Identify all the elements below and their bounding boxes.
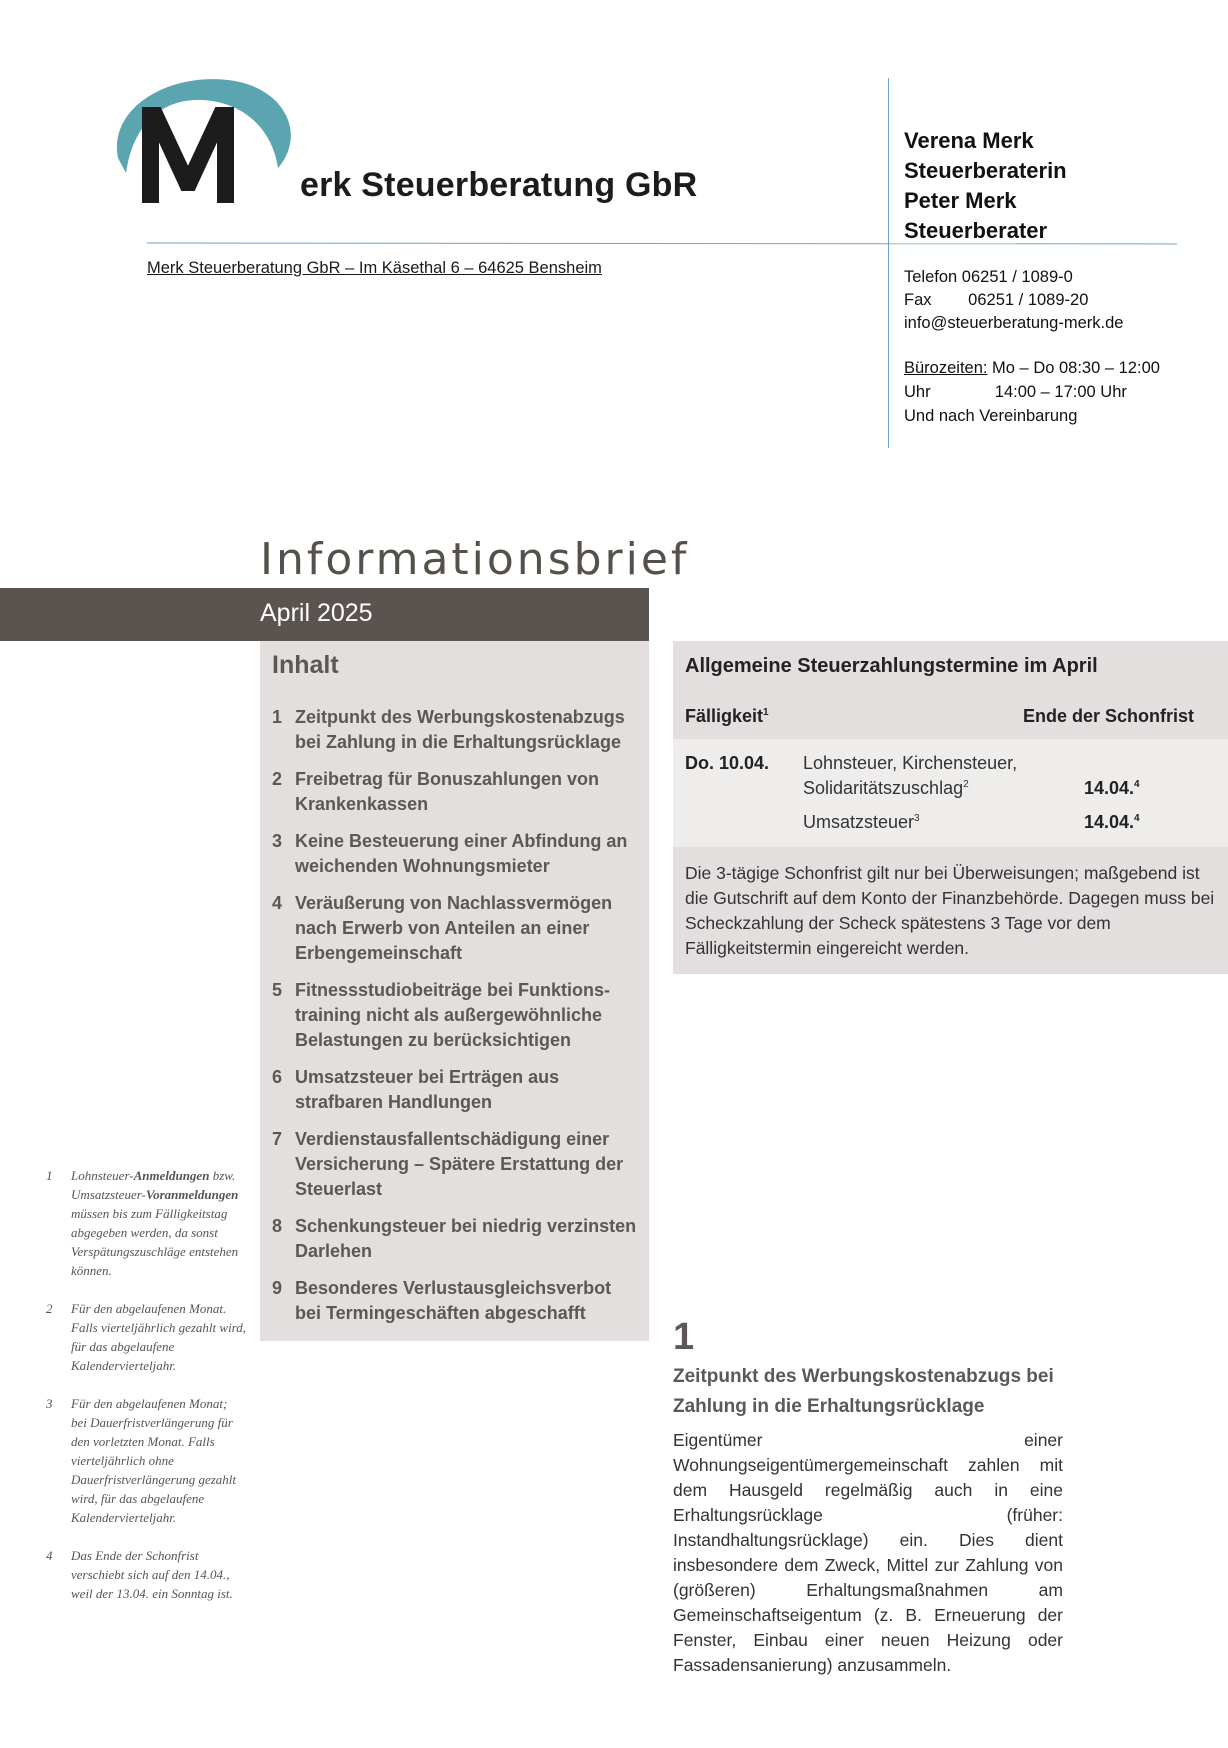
article-title: Zeitpunkt des Werbungskostenabzugs bei Zahlung in die Erhaltungsrücklage [673,1366,1054,1417]
toc-item[interactable]: 3 Keine Besteuerung einer Abfindung an weichenden Wohnungsmieter [272,831,628,876]
fax-number: Fax 06251 / 1089-20 [904,291,1089,309]
article-body: Eigentümer einer Wohnungseigentümergemeinschaft zahlen mit dem Hausgeld regelmäßig auch in eine Erhaltungsrücklage (früher: Instandhaltungsrücklage) ein. Dies dient insbesondere dem Zweck, Mittel zur Zahlung von (größeren) Erhaltungsmaßnahmen am Gemeinschaftseigentum (z. B. Erneuerung der Fenster, Einbau einer neuen Heizung oder Fassadensanierung) anzusammeln. [673,1430,1063,1675]
footnote: 3 Für den abgelaufenen Monat; bei Dauerfristverlängerung für den vorletzten Monat. Falls vierteljährlich ohne Dauerfristverlängerung gezahlt wird, für das abgelaufene Kalendervierteljahr. [46,1396,237,1525]
grace-period-column-header: Ende der Schonfrist [1022,706,1194,726]
toc-item[interactable]: 1 Zeitpunkt des Werbungskostenabzugs bei Zahlung in die Erhaltungsrücklage [272,707,625,752]
document-title: Informationsbrief [260,534,690,585]
advisor-name-1: Verena Merk [904,128,1034,153]
tax-type-1b: Solidaritätszuschlag$^2$ [803,778,969,798]
grace-end-1: 14.04.$^4$ [1084,778,1140,798]
toc-item[interactable]: 8 Schenkungsteuer bei niedrig verzinsten Darlehen [272,1216,637,1261]
footnote: 4 Das Ende der Schonfrist verschiebt sich auf den 14.04., weil der 13.04. ein Sonntag ist. [46,1548,233,1601]
toc-item[interactable]: 4 Veräußerung von Nachlassvermögen nach Erwerb von Anteilen an einer Erbengemeinschaft [272,893,613,963]
grace-end-2: 14.04.$^4$ [1084,812,1140,832]
issue-date: April 2025 [260,599,373,627]
email-address[interactable]: info@steuerberatung-merk.de [904,314,1124,332]
toc-list [272,705,642,1338]
office-hours-label: Bürozeiten: [904,359,988,377]
company-logo [108,78,294,208]
toc-heading: Inhalt [272,651,339,679]
footnotes [46,1166,246,1622]
grace-period-note: Die 3-tägige Schonfrist gilt nur bei Überweisungen; maßgebend ist die Gutschrift auf dem Konto der Finanzbehörde. Dagegen muss bei Scheckzahlung der Scheck spätestens 3 Tage vor dem Fälligkeitstermin eingereicht werden. [673,847,1228,974]
article-number: 1 [673,1316,695,1358]
tax-dates-header [673,641,1228,739]
footnote: 1 Lohnsteuer-Anmeldungen bzw. Umsatzsteuer-Voranmeldungen müssen bis zum Fälligkeitstag abgegeben werden, da sonst Verspätungszuschläge entstehen können. [46,1168,239,1278]
contact-block [904,266,1123,335]
office-hours-line1: Mo – Do 08:30 – 12:00 [987,359,1160,377]
office-hours [904,356,1160,428]
office-hours-line2: Uhr 14:00 – 17:00 Uhr [904,383,1127,401]
toc-item[interactable]: 9 Besonderes Verlustausgleichsverbot bei Termingeschäften abgeschafft [272,1278,612,1323]
header-vertical-rule [888,78,889,448]
table-of-contents [260,641,649,1341]
due-date-column-header: Fälligkeit$^1$ [685,706,769,726]
toc-item[interactable]: 7 Verdienstausfallentschädigung einer Versicherung – Spätere Erstattung der Steuerlast [272,1129,624,1199]
tax-type-2: Umsatzsteuer$^3$ [803,812,920,832]
tax-dates-row [673,739,1228,847]
tax-payment-dates-box [673,641,1228,974]
toc-item[interactable]: 5 Fitnessstudiobeiträge bei Funktions-training nicht als außergewöhnliche Belastungen zu berücksichtigen [272,980,611,1050]
tax-type-1a: Lohnsteuer, Kirchensteuer, [803,753,1018,773]
toc-item[interactable]: 6 Umsatzsteuer bei Erträgen aus strafbaren Handlungen [272,1067,560,1112]
advisor-title-1: Steuerberaterin [904,158,1067,183]
sender-address-line: Merk Steuerberatung GbR – Im Käsethal 6 – 64625 Bensheim [147,259,602,277]
office-hours-line3: Und nach Vereinbarung [904,407,1078,425]
advisor-names [904,126,1067,246]
tax-dates-title: Allgemeine Steuerzahlungstermine im April [685,655,1098,677]
due-date: Do. 10.04. [685,753,770,773]
firm-name: erk Steuerberatung GbR [300,166,698,204]
phone-number: Telefon 06251 / 1089-0 [904,268,1073,286]
footnote: 2 Für den abgelaufenen Monat. Falls vierteljährlich gezahlt wird, für das abgelaufene Kalendervierteljahr. [46,1301,247,1373]
advisor-title-2: Steuerberater [904,218,1048,243]
toc-item[interactable]: 2 Freibetrag für Bonuszahlungen von Krankenkassen [272,769,600,814]
advisor-name-2: Peter Merk [904,188,1017,213]
